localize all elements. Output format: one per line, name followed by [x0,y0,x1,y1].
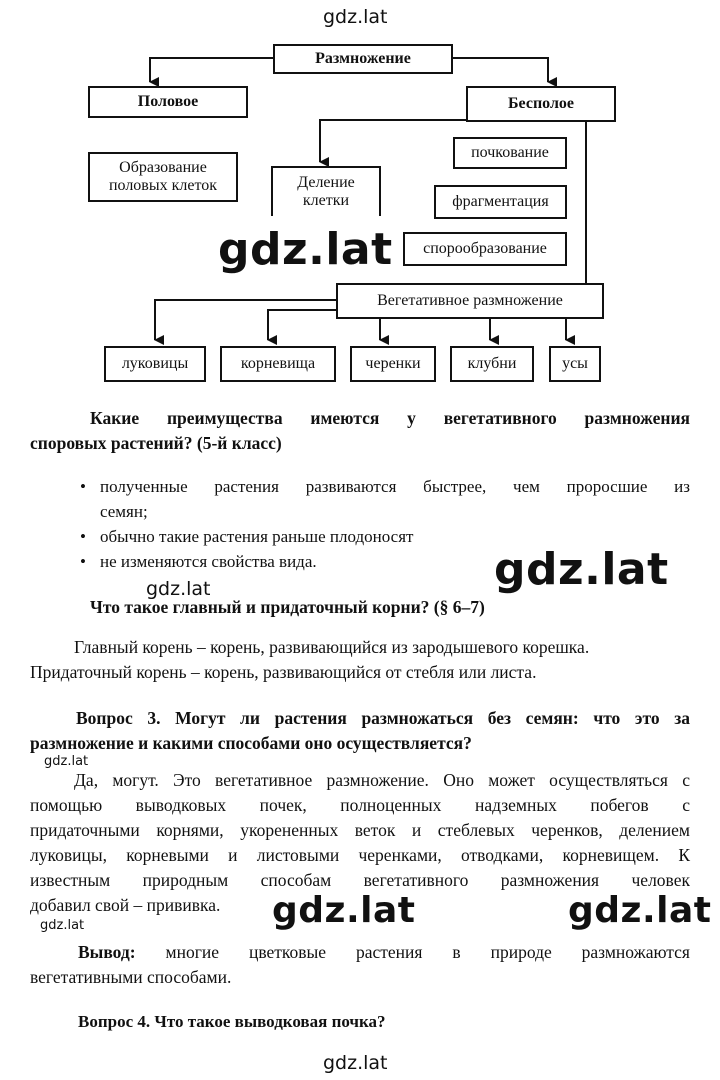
node-gametes-line2: половых клеток [108,177,218,194]
q3-heading [30,706,690,756]
node-cell-division [271,166,381,216]
watermark-bullets-big: gdz.lat [494,544,669,595]
leaf-rhizomes: корневища [220,346,336,382]
watermark-q3-small: gdz.lat [44,754,89,769]
q-roots-line2: Придаточный корень – корень, развивающийся от стебля или листа. [30,662,537,682]
node-cell-division-line1: Деление [297,173,355,191]
leaf-tubers: клубни [450,346,534,382]
q3-line-3: придаточными корнями, укорененных веток и стеблевых черенков, делением [30,820,690,840]
q-roots-line1: Главный корень – корень, развивающийся из зародышевого корешка. [74,637,590,657]
q-spore-heading-line1: Какие преимущества имеются у вегетативного размножения [90,408,690,428]
node-sporulation: спорообразование [403,232,567,266]
watermark-diagram: gdz.lat [218,224,393,275]
node-reproduction: Размножение [273,44,453,74]
node-budding: почкование [453,137,567,169]
vyvod-line1-rest: многие цветковые растения в природе размножаются [135,942,690,962]
list-item: • не изменяются свойства вида. [80,552,317,571]
node-cell-division-line2: клетки [302,192,350,209]
q3-line-1: Да, могут. Это вегетативное размножение. Оно может осуществляться с [74,770,690,790]
vyvod-line1 [30,940,690,965]
vyvod [30,940,690,990]
q-spore-heading [30,406,690,456]
list-item: • полученные растения развиваются быстрее, чем проросшие из [80,477,690,496]
q-spore-heading-line2: споровых растений? (5-й класс) [30,433,282,453]
q-roots-heading: Что такое главный и придаточный корни? (§ 6–7) [90,597,485,617]
leaf-bulbs: луковицы [104,346,206,382]
q3-line-6: добавил свой – прививка. [30,895,221,915]
q-roots-answer [30,635,690,685]
watermark-bottom: gdz.lat [323,1052,388,1074]
list-item-continuation: семян; [100,502,148,521]
watermark-vyvod-small: gdz.lat [40,918,85,933]
q3-heading-line2: размножение и какими способами оно осуществляется? [30,733,472,753]
node-asexual: Бесполое [466,86,616,122]
vyvod-label: Вывод: [78,942,136,962]
leaf-cuttings: черенки [350,346,436,382]
q3-line-4: луковицы, корневыми и листовыми черенками, отводками, корневищем. К [30,845,690,865]
node-fragmentation: фрагментация [434,185,567,219]
q3-heading-line1: Вопрос 3. Могут ли растения размножаться без семян: что это за [76,708,690,728]
leaf-runners: усы [549,346,601,382]
watermark-q3-big-right: gdz.lat [568,890,712,931]
node-gametes-line1: Образование [119,158,207,176]
watermark-top: gdz.lat [323,6,388,28]
node-gametes [88,152,238,202]
vyvod-line2: вегетативными способами. [30,967,232,987]
q3-line-5: известным природным способам вегетативного размножения человек [30,870,690,890]
q3-line-2: помощью выводковых почек, полноценных надземных побегов с [30,795,690,815]
node-vegetative: Вегетативное размножение [336,283,604,319]
watermark-q3-big-left: gdz.lat [272,890,416,931]
list-item: • обычно такие растения раньше плодоносят [80,527,414,546]
q4-heading: Вопрос 4. Что такое выводковая почка? [78,1012,386,1031]
watermark-bullets-small: gdz.lat [146,578,211,600]
node-sexual: Половое [88,86,248,118]
